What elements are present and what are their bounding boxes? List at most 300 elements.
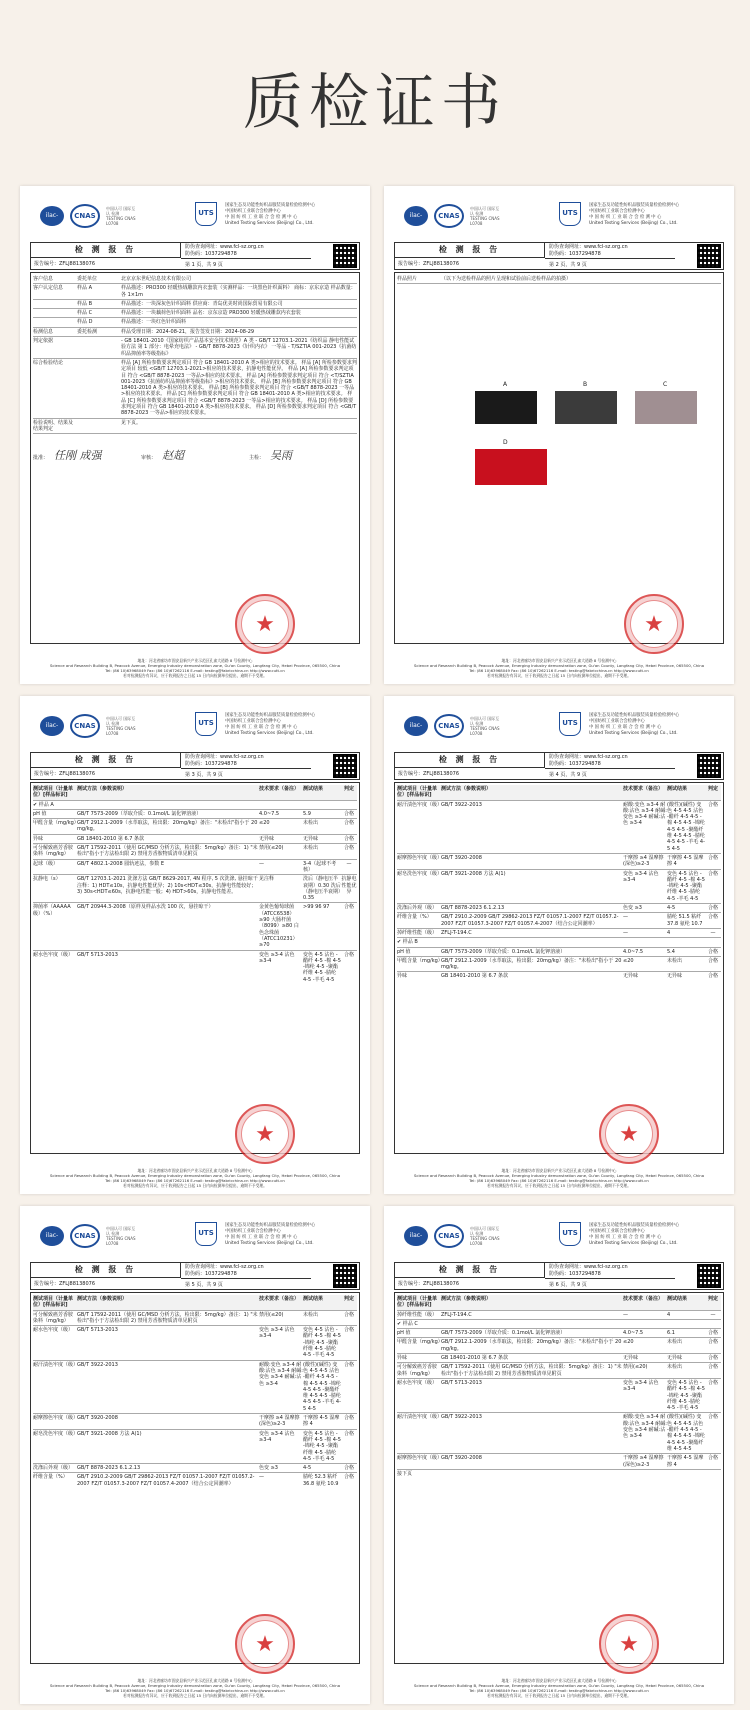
certificate-sheet xyxy=(20,1206,370,1704)
table-cell: 可分解致癌芳香胺染料（mg/kg） xyxy=(33,1311,74,1324)
table-row xyxy=(33,1473,357,1488)
table-cell: ZFLJ-T-194.C xyxy=(441,1311,472,1318)
table-cell xyxy=(441,939,623,945)
table-row xyxy=(397,1354,721,1363)
swatch-label: C xyxy=(663,381,668,388)
table-row xyxy=(397,904,721,913)
ilac-logo: ilac-MRA xyxy=(404,1226,428,1246)
table-row xyxy=(397,801,721,854)
table-row xyxy=(397,972,721,980)
table-cell: 禁用(≤20) xyxy=(259,1311,284,1318)
organization-names xyxy=(589,713,724,737)
cnas-logo: CNAS xyxy=(70,204,100,228)
verify-site: 防伪查询网址：www.fcl-sz.org.cn xyxy=(185,1264,264,1270)
org-line: United Testing Services (Beijing) Co., Ltd. xyxy=(225,1241,314,1246)
table-header-cell: 技术要求（备注） xyxy=(623,786,664,792)
organization-names xyxy=(225,713,360,737)
verify-site: 防伪查询网址：www.fcl-sz.org.cn xyxy=(185,754,264,760)
footer-line: Science and Research Building B, Peacock Avenue, Emerging Industry demonstration zone, Gu'an County, Langfang City, Hebei Province, 065500, China xyxy=(413,1173,705,1178)
row-sublabel: 样品 D xyxy=(77,319,93,326)
star-icon: ★ xyxy=(255,612,275,637)
fabric-swatches xyxy=(475,377,705,487)
footer-line: Science and Research Building B, Peacock Avenue, Emerging Industry demonstration zone, Gu'an County, Langfang City, Hebei Province, 065500, China xyxy=(49,663,341,668)
table-cell: — xyxy=(346,860,352,867)
table-cell xyxy=(705,939,721,945)
report-body xyxy=(30,1292,360,1664)
table-cell xyxy=(623,939,667,945)
photo-note: （以下为送检样品的照片呈现和试验前后送检样品的拍摄） xyxy=(441,276,572,282)
page-number: 第 5 页，共 9 页 xyxy=(181,1278,311,1291)
table-cell: 未检出 xyxy=(303,820,319,827)
table-cell: 未检出 xyxy=(303,1311,319,1318)
cnas-caption: 中国认可 国际互认 检测 TESTING CNAS L0708 xyxy=(106,716,136,736)
org-line: 中 国 纺 织 工 业 联 合 会 检 测 中 心 xyxy=(589,1235,662,1240)
footer-line: Tel: (86 10)63968049 Fax: (86 10)67262116 E-mail: testing@fabricchina.cn http://www.cutt.cn xyxy=(469,668,649,673)
table-cell: 甲醛含量（mg/kg） xyxy=(33,820,79,827)
table-cell: 变色 ≥3-4 沾色 ≥3-4 xyxy=(623,1379,659,1393)
sheet-header xyxy=(394,194,724,242)
verify-info xyxy=(181,753,311,769)
org-line: 中 国 纺 织 工 业 联 合 会 检 测 中 心 xyxy=(225,215,298,220)
table-cell: 变色 ≥3-4 沾色 ≥3-4 xyxy=(623,870,659,883)
table-cell: 无异味 xyxy=(667,973,683,980)
table-cell: 4.0~7.5 xyxy=(623,1330,644,1337)
table-cell: 合格 xyxy=(343,1311,354,1318)
table-cell: 合格 xyxy=(707,1364,718,1371)
table-cell: 4 xyxy=(667,1311,671,1318)
row-sublabel: 样品 A xyxy=(77,285,93,292)
table-header-row xyxy=(397,1295,721,1311)
sheet-footer xyxy=(30,1168,360,1188)
report-title-row xyxy=(394,1262,724,1290)
signature-name: 任刚 成强 xyxy=(54,449,102,463)
table-cell: 可分解致癌芳香胺染料（mg/kg） xyxy=(397,1364,438,1377)
table-cell: 变色 4-5 沾色 -醋纤 4-5 -棉 4-5 -锦纶 4-5 -聚酯纤维 4-5 -腈纶 4-5 -羊毛 4-5 xyxy=(303,951,341,983)
table-row xyxy=(397,1320,721,1329)
table-cell: GB/T 3920-2008 xyxy=(441,1455,482,1462)
org-line: 中国纺织工业联合会检测中心 xyxy=(225,719,281,724)
table-header-cell: 技术要求（备注） xyxy=(259,1296,300,1302)
table-row xyxy=(397,948,721,957)
table-cell: GB/T 3921-2008 方法 A(1) xyxy=(441,870,506,877)
table-cell: 4.0~7.5 xyxy=(623,948,644,955)
report-body xyxy=(394,782,724,1154)
org-line: 中 国 纺 织 工 业 联 合 会 检 测 中 心 xyxy=(589,215,662,220)
ilac-logo: ilac-MRA xyxy=(40,716,64,736)
table-row xyxy=(33,309,357,318)
table-cell: GB/T 3922-2013 xyxy=(77,1361,118,1368)
row-content: 见下页。 xyxy=(121,419,142,426)
table-header-cell: 判定 xyxy=(707,1296,718,1302)
footer-line: 地址：河北省廊坊市固安县新兴产业示范区孔雀大道路 8 号检测中心 xyxy=(501,658,617,663)
table-cell: ZFLJ-T-194.C xyxy=(441,929,472,936)
org-line: 中 国 纺 织 工 业 联 合 会 检 测 中 心 xyxy=(225,725,298,730)
table-cell: GB/T 7573-2009（萃取介质：0.1mol/L 氯化钾溶液） xyxy=(77,810,202,817)
sheet-footer xyxy=(394,658,724,678)
org-line: 中 国 纺 织 工 业 联 合 会 检 测 中 心 xyxy=(225,1235,298,1240)
table-row xyxy=(33,300,357,309)
page-number: 第 2 页，共 9 页 xyxy=(545,258,675,271)
table-cell xyxy=(441,1321,623,1327)
table-cell: 合格 xyxy=(707,870,718,877)
footer-line: 地址：河北省廊坊市固安县新兴产业示范区孔雀大道路 8 号检测中心 xyxy=(137,1168,253,1173)
table-row xyxy=(33,844,357,860)
table-cell: 耐酸:变色 ≥3-4 耐酸:沾色 ≥3-4 耐碱:变色 ≥3-4 耐碱:沾色 ≥3-4 xyxy=(259,1361,303,1387)
org-line: 国家生态及功能性纺织品服装质量检验检测中心 xyxy=(589,203,680,208)
cnas-logo: CNAS xyxy=(70,714,100,738)
star-icon: ★ xyxy=(644,612,664,637)
table-cell: 干摩擦 ≥4 湿摩擦(深色)≥2-3 xyxy=(623,1455,664,1468)
ilac-logo: ilac-MRA xyxy=(404,206,428,226)
org-line: United Testing Services (Beijing) Co., Ltd. xyxy=(589,1241,678,1246)
table-row xyxy=(33,1430,357,1464)
table-row xyxy=(33,318,357,327)
table-cell: 耐水色牢度（级） xyxy=(33,951,74,958)
table-cell: 耐汗渍色牢度（级） xyxy=(397,1414,443,1421)
uts-logo: UTS xyxy=(559,712,581,736)
table-cell: 禁用(≤20) xyxy=(259,845,284,852)
table-cell: GB/T 5713-2013 xyxy=(77,1327,118,1334)
table-cell: 合格 xyxy=(707,973,718,980)
footer-line: 若对检测报告有异议，应于收到报告之日起 15 日内向检测单位提出，逾期不予受理。 xyxy=(487,1183,631,1188)
cnas-caption: 中国认可 国际互认 检测 TESTING CNAS L0708 xyxy=(106,1226,136,1246)
table-cell: 耐酸:变色 ≥3-4 耐酸:沾色 ≥3-4 耐碱:变色 ≥3-4 耐碱:沾色 ≥3-4 xyxy=(623,801,667,827)
verify-code: 防伪码：1037294878 xyxy=(549,1271,601,1277)
table-cell: 纤维含量（%） xyxy=(33,1474,68,1481)
table-cell: (酸性)(碱性) 变色 4-5 4-5 沾色 -醋纤 4-5 4-5 -棉 4-5 4-5 -锦纶 4-5 4-5 -聚酯纤维 4-5 4-5 -腈纶 4-5 4-5 -羊毛 4-5 4-5 xyxy=(303,1361,341,1412)
page-title: 质检证书 xyxy=(243,68,507,138)
table-header-cell: 测试结果 xyxy=(303,786,324,792)
table-cell: 合格 xyxy=(707,1414,718,1421)
table-cell: 合格 xyxy=(707,914,718,921)
verify-info xyxy=(545,753,675,769)
table-row xyxy=(33,875,357,903)
cnas-caption: 中国认可 国际互认 检测 TESTING CNAS L0708 xyxy=(470,716,500,736)
table-cell: 纤维含量（%） xyxy=(397,914,432,921)
table-row xyxy=(397,957,721,973)
verify-code: 防伪码：1037294878 xyxy=(549,251,601,257)
footer-line: Science and Research Building B, Peacock Avenue, Emerging Industry demonstration zone, Gu'an County, Langfang City, Hebei Province, 065500, China xyxy=(49,1173,341,1178)
footer-line: Tel: (86 10)63968049 Fax: (86 10)67262116 E-mail: testing@fabricchina.cn http://www.cutt.cn xyxy=(105,1178,285,1183)
page-number: 第 6 页，共 9 页 xyxy=(545,1278,675,1291)
table-header-cell: 测试方法（参数说明） xyxy=(77,786,128,792)
certificate-sheet xyxy=(384,1206,734,1704)
sheet-footer xyxy=(394,1168,724,1188)
table-cell: (酸性)(碱性) 变色 4-5 4-5 沾色 -醋纤 4-5 4-5 -棉 4-5 4-5 -锦纶 4-5 4-5 -聚酯纤维 4-5 4-5 -腈纶 4-5 4-5 -羊毛 4-5 4-5 xyxy=(667,801,705,852)
table-cell: 合格 xyxy=(343,820,354,827)
table-cell: 甲醛含量（mg/kg） xyxy=(397,957,443,964)
table-row xyxy=(397,1379,721,1413)
table-cell: 变色 4-5 沾色 -醋纤 4-5 -棉 4-5 -锦纶 4-5 -聚酯纤维 4-5 -腈纶 4-5 -羊毛 4-5 xyxy=(303,1430,341,1462)
row-content: 样品受理日期：2024-08-21，报告签发日期：2024-08-29 xyxy=(121,328,255,335)
verify-site: 防伪查询网址：www.fcl-sz.org.cn xyxy=(549,1264,628,1270)
table-cell: 耐皂洗色牢度（级） xyxy=(397,870,443,877)
table-cell: ≤20 xyxy=(623,1339,634,1346)
table-cell: 合格 xyxy=(343,1474,354,1481)
table-cell: pH 值 xyxy=(397,1330,411,1337)
table-header-cell: 测试结果 xyxy=(303,1296,324,1302)
table-row xyxy=(397,1454,721,1470)
table-cell: GB/T 2910.2-2009 GB/T 29862-2013 FZ/T 01057.1-2007 FZ/T 01057.2-2007 FZ/T 01057.3-2007 FZ/T 01057.4-2007（结合公定回潮率） xyxy=(441,914,619,927)
table-cell: 合格 xyxy=(343,1361,354,1368)
table-cell: GB/T 17592-2011（使用 GC/MSD 分析方法，检出限：5mg/kg）备注：1) "未检出"指小于方法检出限 2) 禁用芳香胺物质清单见附页 xyxy=(441,1364,622,1377)
cnas-caption: 中国认可 国际互认 检测 TESTING CNAS L0708 xyxy=(470,206,500,226)
org-line: 中国纺织工业联合会检测中心 xyxy=(589,719,645,724)
org-line: 中国纺织工业联合会检测中心 xyxy=(589,209,645,214)
table-cell: 4-5 xyxy=(303,1465,312,1472)
table-cell: GB/T 3921-2008 方法 A(1) xyxy=(77,1430,142,1437)
row-sublabel: 委托检测 xyxy=(77,328,98,335)
table-row xyxy=(33,835,357,844)
row-label: 检测信息 xyxy=(33,328,54,335)
footer-line: Science and Research Building B, Peacock Avenue, Emerging Industry demonstration zone, Gu'an County, Langfang City, Hebei Province, 065500, China xyxy=(413,663,705,668)
certificate-sheet xyxy=(384,186,734,684)
table-row xyxy=(33,819,357,835)
table-cell: 金黄色葡萄球菌（ATCC6538）≥90 大肠杆菌（8099）≥80 白色念珠菌（ATCC10231）≥70 xyxy=(259,904,299,949)
table-cell: 甲醛含量（mg/kg） xyxy=(397,1339,443,1346)
qr-code-icon xyxy=(333,754,357,778)
row-content: 样品描述：一块深灰色针织面料 供应商：青岛优美时尚国际贸易有限公司 xyxy=(121,300,283,307)
table-cell: 3-4（起球不考核） xyxy=(303,860,337,873)
row-label: 判定依据 xyxy=(33,338,54,345)
org-line: United Testing Services (Beijing) Co., Ltd. xyxy=(589,221,678,226)
table-cell: GB/T 20944.3-2008（原样及样品水洗 100 次，悬挂晾干） xyxy=(77,904,214,911)
table-cell: — xyxy=(710,1311,716,1318)
row-content: 样品 [A] 所检参数要求判定项目 符合 GB 18401-2010 A 类>相应的技术要求。 样品 [A] 所检参数要求判定项目 较低 <GB/T 12703.1-2021>相应的技术要求，抗静电性能优异。 样品 [A] 所检参数要求判定项目 符合 <GB/T 8878-2023 一等品>相应的技术要求。 样品 [A] 所检参数要求判定项目 符合 <T/SZTIA 001-2023《抗菌纺织品抑菌率等级指标》>相应的技术要求。 样品 [B] 所检参数要求判定项目 符合 GB 18401-2010 A 类>相应的技术要求。 样品 [B] 所检参数要求判定项目 符合 <GB/T 8878-2023 一等品>相应的技术要求。 样品 [C] 所检参数要求判定项目 符合 GB 18401-2010 A 类>相应的技术要求。 样品 [C] 所检参数要求判定项目 符合 <GB/T 8878-2023 一等品>相应的技术要求。 样品 [D] 所检参数要求判定项目 符合 GB 18401-2010 A 类>相应的技术要求。 样品 [D] 所检参数要求判定项目 符合 <GB/T 8878-2023 一等品>相应的技术要求。 xyxy=(121,359,357,417)
table-header-cell: 测试项目（计量单位）[样品标识] xyxy=(397,786,438,799)
star-icon: ★ xyxy=(619,1122,639,1147)
footer-line: Tel: (86 10)63968049 Fax: (86 10)67262116 E-mail: testing@fabricchina.cn http://www.cutt.cn xyxy=(469,1178,649,1183)
sheet-footer xyxy=(30,658,360,678)
table-cell: 异味 xyxy=(397,973,408,980)
certificate-sheet xyxy=(20,696,370,1194)
table-cell: 无异味 xyxy=(623,973,639,980)
table-row xyxy=(397,929,721,938)
table-cell: 接下页 xyxy=(397,1470,413,1477)
report-number: 报告编号：ZFLJ88138076 xyxy=(398,771,460,777)
table-cell xyxy=(623,1471,667,1477)
footer-line: 地址：河北省廊坊市固安县新兴产业示范区孔雀大道路 8 号检测中心 xyxy=(137,658,253,663)
table-cell: 5.4 xyxy=(667,948,675,955)
table-cell: 变色 4-5 沾色 -醋纤 4-5 -棉 4-5 -锦纶 4-5 -聚酯纤维 4-5 -腈纶 4-5 -羊毛 4-5 xyxy=(667,1379,705,1412)
table-cell xyxy=(259,802,303,808)
certificate-sheet xyxy=(20,186,370,684)
table-cell: 干摩擦 4-5 湿摩擦 4 xyxy=(667,854,704,868)
table-row xyxy=(397,1329,721,1338)
organization-names xyxy=(589,1223,724,1247)
table-cell: 合格 xyxy=(343,1430,354,1437)
row-label xyxy=(33,301,77,307)
swatch-label: A xyxy=(503,381,508,388)
uts-logo: UTS xyxy=(195,712,217,736)
red-seal-stamp xyxy=(599,1104,659,1164)
table-cell: 无异味 xyxy=(623,1355,639,1362)
table-header-cell: 测试方法（参数说明） xyxy=(441,1296,492,1302)
table-cell: 无异味 xyxy=(259,835,275,842)
table-cell: GB/T 2912.1-2009（水萃取法，检出限：20mg/kg）备注："未检出"指小于 20 mg/kg。 xyxy=(441,1339,622,1352)
table-row xyxy=(33,328,357,337)
star-icon: ★ xyxy=(255,1632,275,1657)
table-cell: 抑菌率（AAAAA 级）（%） xyxy=(33,904,71,917)
swatch-label: B xyxy=(583,381,588,388)
table-cell: GB/T 12703.1-2021 洗涤方法 GB/T 8629-2017, 4N 程序, 5 次洗涤, 悬挂晾干 注释：1) HDT≤10s，抗静电性能优异；2) 10s<HDT≤30s，抗静电性能较好；3) 30s<HDT≤60s，抗静电性能一般；4) HDT>60s，抗静电性能差。 xyxy=(77,876,258,895)
swatch-label: D xyxy=(503,439,508,446)
org-line: 国家生态及功能性纺织品服装质量检验检测中心 xyxy=(225,1223,316,1228)
table-header-cell: 判定 xyxy=(707,786,718,792)
org-line: 国家生态及功能性纺织品服装质量检验检测中心 xyxy=(589,713,680,718)
table-cell: 合格 xyxy=(343,835,354,842)
report-title-row xyxy=(394,242,724,270)
table-cell: 变色 4-5 沾色 -醋纤 4-5 -棉 4-5 -锦纶 4-5 -聚酯纤维 4-5 -腈纶 4-5 -羊毛 4-5 xyxy=(303,1327,341,1359)
table-cell: GB/T 2910.2-2009 GB/T 29862-2013 FZ/T 01057.1-2007 FZ/T 01057.2-2007 FZ/T 01057.3-2007 FZ/T 01057.4-2007（结合公定回潮率） xyxy=(77,1474,255,1487)
signature-label: 审核： xyxy=(141,455,157,462)
table-cell: 干摩擦 4-5 湿摩擦 4 xyxy=(667,1455,704,1468)
table-header-row xyxy=(33,785,357,801)
table-cell: 干摩擦 ≥4 湿摩擦(深色)≥2-3 xyxy=(259,1415,300,1428)
table-cell xyxy=(705,1471,721,1477)
table-row xyxy=(33,1326,357,1360)
report-title: 检 测 报 告 xyxy=(31,243,181,258)
uts-logo: UTS xyxy=(195,1222,217,1246)
row-label: 客户认定信息 xyxy=(33,285,64,292)
row-label: 检验说明、结果及结果判定 xyxy=(33,419,74,432)
report-number: 报告编号：ZFLJ88138076 xyxy=(398,1281,460,1287)
signature-label: 批准： xyxy=(33,455,49,462)
table-cell: GB/T 7573-2009（萃取介质：0.1mol/L 氯化钾溶液） xyxy=(441,948,566,955)
row-content: 北京京东世纪信息技术有限公司 xyxy=(121,276,192,282)
table-cell: 耐皂洗色牢度（级） xyxy=(33,1430,79,1437)
footer-line: Science and Research Building B, Peacock Avenue, Emerging Industry demonstration zone, Gu'an County, Langfang City, Hebei Province, 065500, China xyxy=(49,1683,341,1688)
table-cell: 合格 xyxy=(707,957,718,964)
report-body xyxy=(394,272,724,644)
table-cell: 色变 ≥3 xyxy=(259,1465,278,1472)
report-title: 检 测 报 告 xyxy=(395,243,545,258)
table-cell xyxy=(667,1471,705,1477)
table-row xyxy=(397,1338,721,1354)
row-content: 样品描述：一块红色针织面料 xyxy=(121,319,187,326)
table-cell: 4-5 xyxy=(667,905,676,912)
organization-names xyxy=(225,203,360,227)
table-row xyxy=(33,359,357,419)
table-cell: 耐摩擦色牢度（级） xyxy=(33,1415,79,1422)
row-sublabel xyxy=(77,420,121,433)
sheet-header xyxy=(30,704,360,752)
table-row xyxy=(397,1363,721,1379)
table-cell: 掉纤维性能（级） xyxy=(397,929,438,936)
table-cell: — xyxy=(259,860,264,867)
footer-line: 地址：河北省廊坊市固安县新兴产业示范区孔雀大道路 8 号检测中心 xyxy=(501,1168,617,1173)
fabric-swatch xyxy=(635,391,697,424)
table-cell: 合格 xyxy=(707,854,718,861)
report-body xyxy=(394,1292,724,1664)
footer-line: 地址：河北省廊坊市固安县新兴产业示范区孔雀大道路 8 号检测中心 xyxy=(501,1678,617,1683)
table-row xyxy=(397,854,721,870)
table-cell: 洗涤后外观（级） xyxy=(33,1465,74,1472)
table-cell: ≤20 xyxy=(623,957,634,964)
red-seal-stamp xyxy=(235,594,295,654)
row-label: 客户信息 xyxy=(33,276,54,282)
table-cell: GB/T 2912.1-2009（水萃取法，检出限：20mg/kg）备注："未检出"指小于 20 mg/kg。 xyxy=(441,957,622,971)
red-seal-stamp xyxy=(235,1614,295,1674)
table-cell: 未检出 xyxy=(303,845,319,852)
table-cell: 掉纤维性能（级） xyxy=(397,1311,438,1318)
table-cell: GB/T 3920-2008 xyxy=(441,854,482,861)
table-cell: 合格 xyxy=(707,1355,718,1362)
table-row xyxy=(397,870,721,904)
footer-line: Tel: (86 10)63968049 Fax: (86 10)67262116 E-mail: testing@fabricchina.cn http://www.cutt.cn xyxy=(105,1688,285,1693)
red-seal-stamp xyxy=(599,1614,659,1674)
report-title-row xyxy=(30,242,360,270)
table-cell: GB/T 5713-2013 xyxy=(77,951,118,958)
footer-line: 若对检测报告有异议，应于收到报告之日起 15 日内向检测单位提出，逾期不予受理。 xyxy=(487,1693,631,1698)
table-cell: 干摩擦 4-5 湿摩擦 4 xyxy=(303,1415,340,1428)
verify-code: 防伪码：1037294878 xyxy=(549,761,601,767)
table-cell xyxy=(667,1321,705,1327)
table-header-row xyxy=(397,785,721,801)
table-cell xyxy=(441,1471,623,1477)
organization-names xyxy=(225,1223,360,1247)
table-cell: 6.1 xyxy=(667,1330,675,1337)
signature-cell xyxy=(33,449,141,463)
organization-names xyxy=(589,203,724,227)
table-cell: 见注释 xyxy=(259,876,275,883)
org-line: 国家生态及功能性纺织品服装质量检验检测中心 xyxy=(225,713,316,718)
uts-logo: UTS xyxy=(559,202,581,226)
cnas-logo: CNAS xyxy=(70,1224,100,1248)
table-cell xyxy=(705,1321,721,1327)
photo-row xyxy=(397,275,721,284)
table-row xyxy=(397,913,721,929)
table-cell: 洗涤后外观（级） xyxy=(397,905,438,912)
page-number: 第 1 页，共 9 页 xyxy=(181,258,311,271)
table-cell: GB 18401-2010 第 6.7 条款 xyxy=(441,1355,509,1362)
table-cell: 未检出 xyxy=(667,957,683,964)
org-line: 中 国 纺 织 工 业 联 合 会 检 测 中 心 xyxy=(589,725,662,730)
row-sublabel: 委托单位 xyxy=(77,276,98,282)
table-cell: GB 18401-2010 第 6.7 条款 xyxy=(77,835,145,842)
table-row xyxy=(33,1311,357,1327)
ilac-logo: ilac-MRA xyxy=(40,1226,64,1246)
ilac-logo: ilac-MRA xyxy=(404,716,428,736)
verify-code: 防伪码：1037294878 xyxy=(185,251,237,257)
page-number: 第 4 页，共 9 页 xyxy=(545,768,675,781)
verify-info xyxy=(181,243,311,259)
table-cell: 合格 xyxy=(343,1327,354,1334)
verify-site: 防伪查询网址：www.fcl-sz.org.cn xyxy=(185,244,264,250)
table-cell: — xyxy=(623,914,628,921)
table-cell: 合格 xyxy=(343,951,354,958)
table-cell: 异味 xyxy=(397,1355,408,1362)
qr-code-icon xyxy=(333,244,357,268)
table-cell: — xyxy=(259,1474,264,1481)
footer-line: Tel: (86 10)63968049 Fax: (86 10)67262116 E-mail: testing@fabricchina.cn http://www.cutt.cn xyxy=(469,1688,649,1693)
table-cell: GB 18401-2010 第 6.7 条款 xyxy=(441,973,509,980)
table-header-cell: 测试项目（计量单位）[样品标识] xyxy=(33,1296,74,1309)
footer-line: Science and Research Building B, Peacock Avenue, Emerging Industry demonstration zone, Gu'an County, Langfang City, Hebei Province, 065500, China xyxy=(413,1683,705,1688)
table-cell: 合格 xyxy=(707,1339,718,1346)
sheet-header xyxy=(30,1214,360,1262)
table-cell: GB/T 3920-2008 xyxy=(77,1415,118,1422)
table-cell: — xyxy=(623,1311,628,1318)
report-number: 报告编号：ZFLJ88138076 xyxy=(34,1281,96,1287)
qr-code-icon xyxy=(697,754,721,778)
sheet-header xyxy=(394,704,724,752)
org-line: 国家生态及功能性纺织品服装质量检验检测中心 xyxy=(225,203,316,208)
table-cell: 合格 xyxy=(707,1455,718,1462)
sheet-footer xyxy=(30,1678,360,1698)
table-cell: GB/T 3922-2013 xyxy=(441,801,482,808)
table-cell: (酸性)(碱性) 变色 4-5 4-5 沾色 -醋纤 4-5 4-5 -棉 4-5 4-5 -锦纶 4-5 4-5 -聚酯纤维 4-5 4-5 xyxy=(667,1414,705,1452)
